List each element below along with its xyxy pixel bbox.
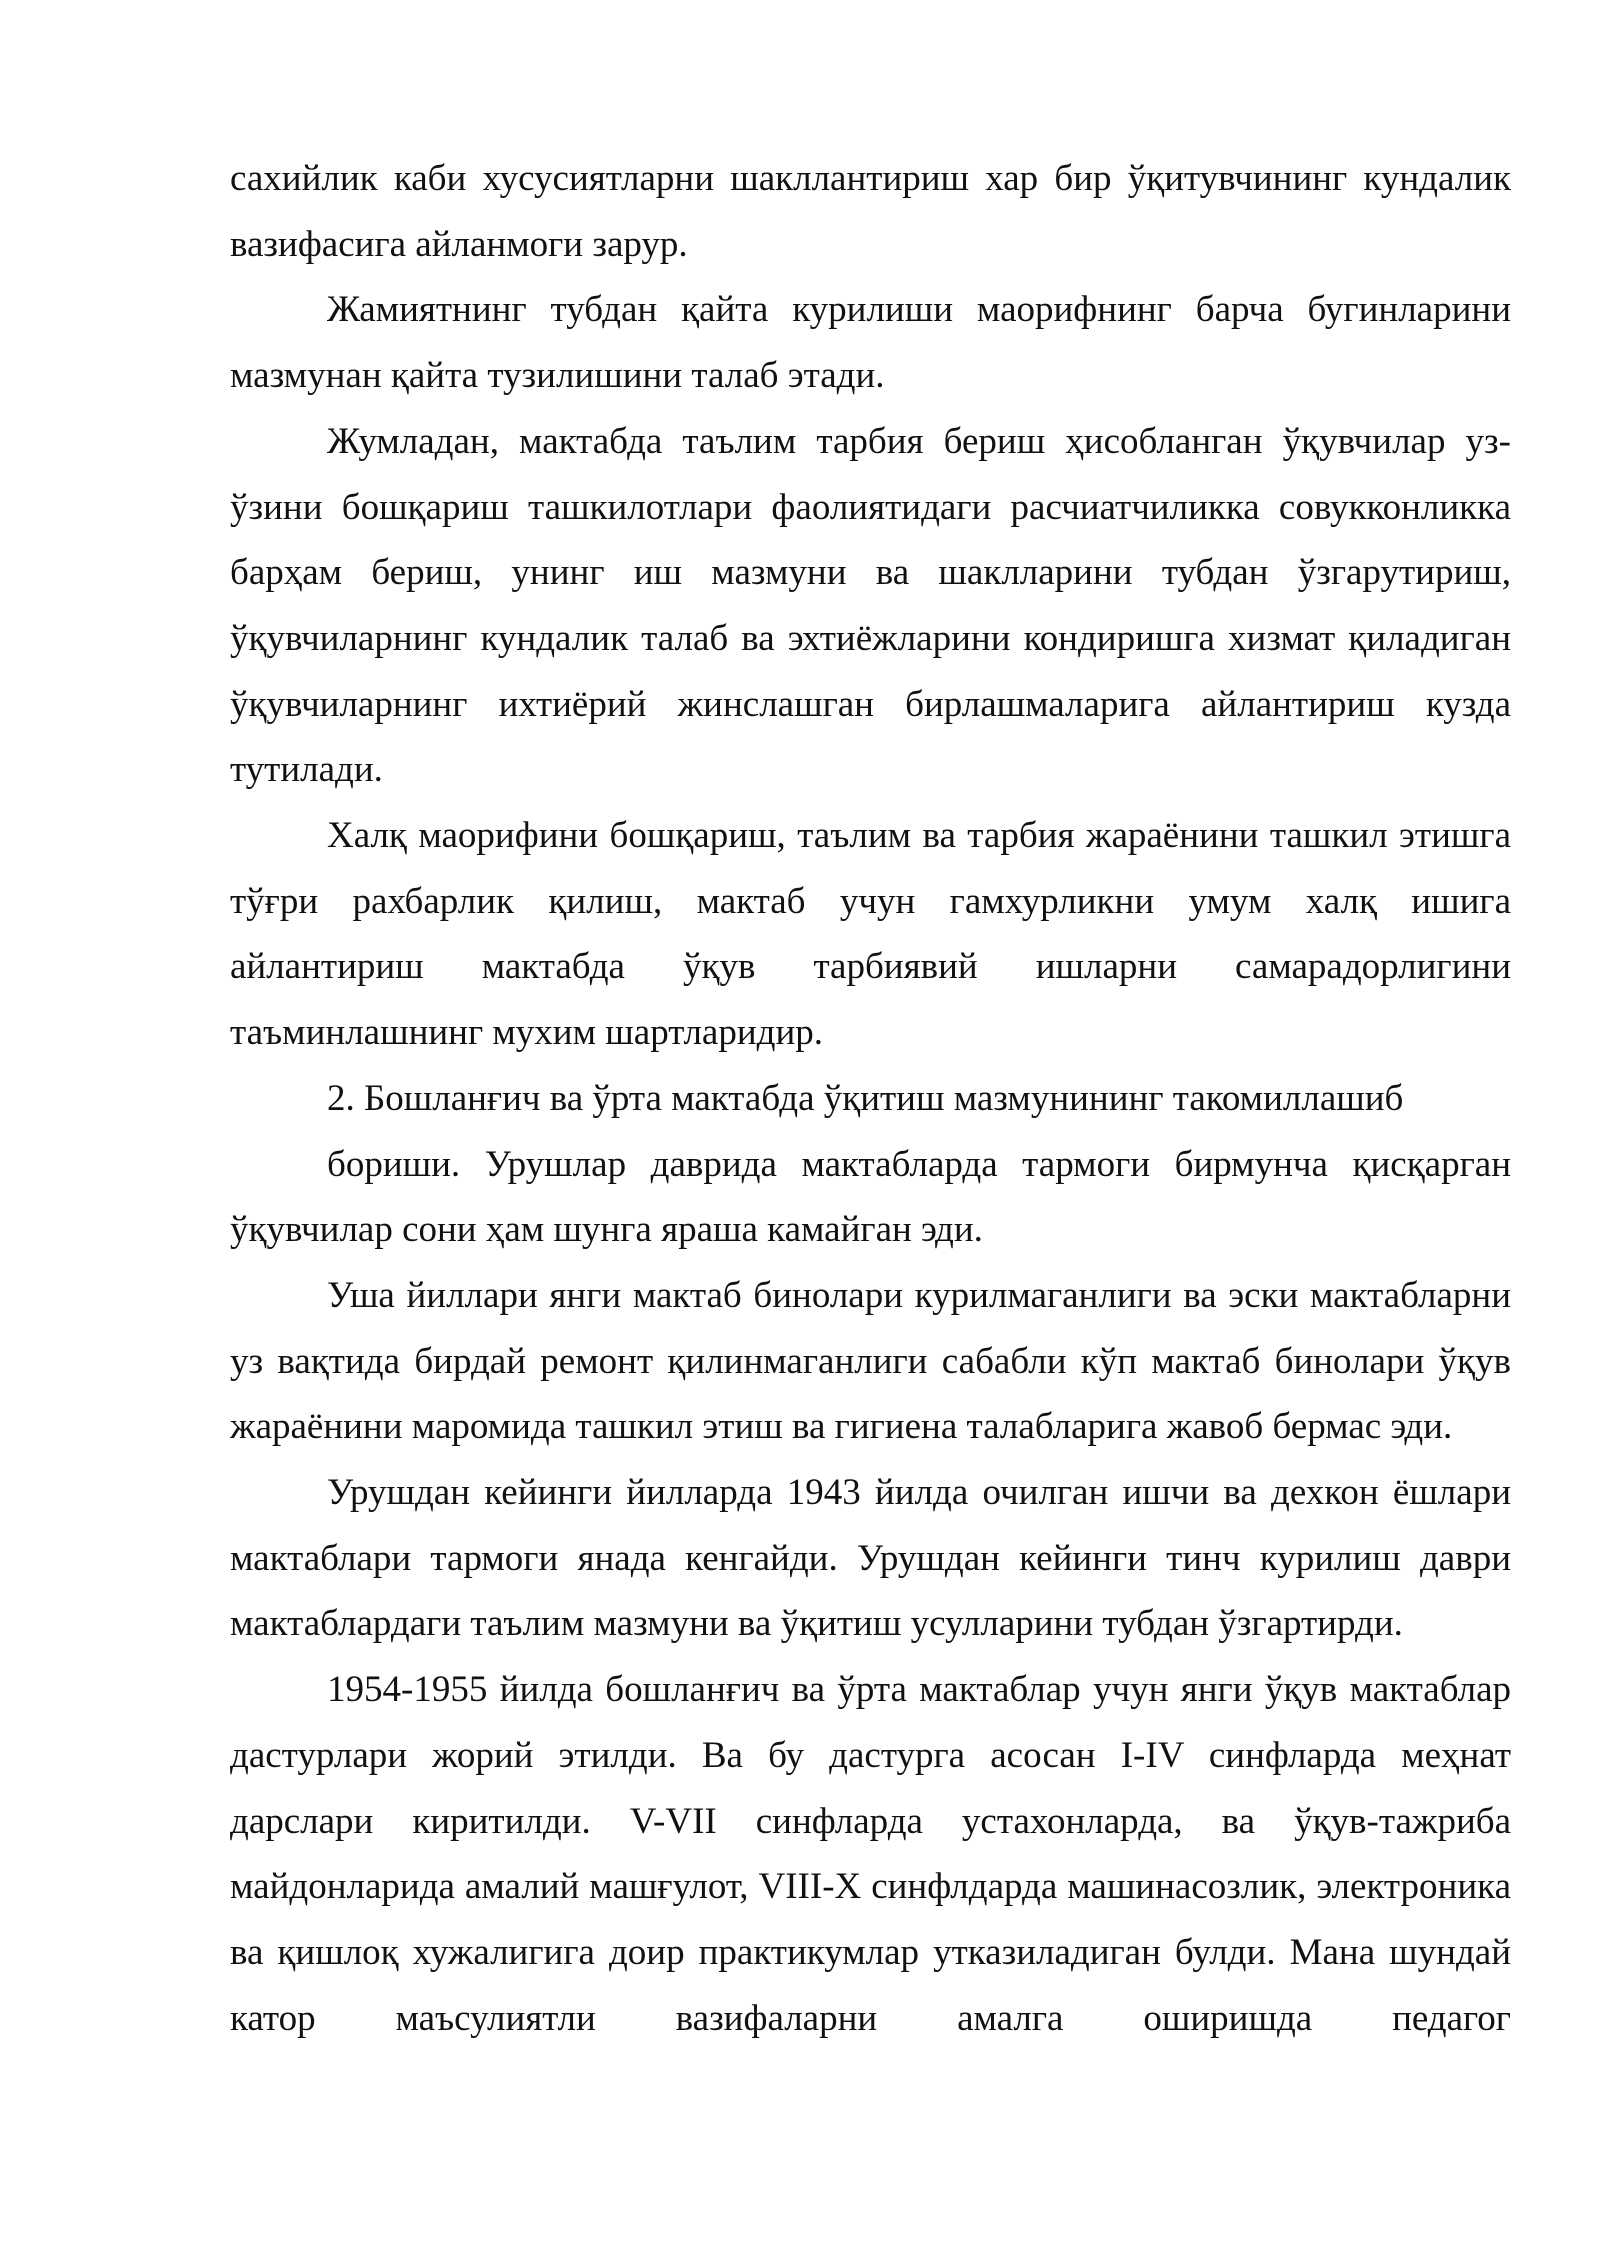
paragraph-8: 1954-1955 йилда бошланғич ва ўрта мактаблар учун янги ўқув мактаблар дастурлари жорий этилди. Ва бу дастурга асосан I-IV синфларда меҳнат дарслари киритилди. V-VII синфларда устахонларда, ва ўқув-тажриба майдонларида амалий машғулот, VIII-X синфлдарда машинасозлик, электроника ва қишлоқ хужалигига доир практикумлар утказиладиган булди. Мана шундай катор маъсулиятли вазифаларни амалга оширишда педагог [230, 1669, 1511, 2039]
paragraph-7: Урушдан кейинги йилларда 1943 йилда очилган ишчи ва дехкон ёшлари мактаблари тармоги янада кенгайди. Урушдан кейинги тинч курилиш даври мактаблардаги таълим мазмуни ва ўқитиш усулларини тубдан ўзгартирди. [230, 1472, 1511, 1645]
paragraph-3: Жумладан, мактабда таълим тарбия бериш ҳисобланган ўқувчилар уз-ўзини бошқариш ташкилотлари фаолиятидаги расчиатчиликка совукконликка барҳам бериш, унинг иш мазмуни ва шаклларини тубдан ўзгарутириш, ўқувчиларнинг кундалик талаб ва эхтиёжларини кондиришга хизмат қиладиган ўқувчиларнинг ихтиёрий жинслашган бирлашмаларига айлантириш кузда тутилади. [230, 420, 1511, 791]
paragraph-6: Уша йиллари янги мактаб бинолари курилмаганлиги ва эски мактабларни уз вақтида бирдай ремонт қилинмаганлиги сабабли кўп мактаб бинолари ўқув жараёнини маромида ташкил этиш ва гигиена талабларига жавоб бермас эди. [230, 1274, 1511, 1448]
section-heading: 2. Бошланғич ва ўрта мактабда ўқитиш мазмунининг такомиллашиб [327, 1077, 1404, 1119]
body-text [230, 146, 1511, 2051]
paragraph-1: сахийлик каби хусусиятларни шакллантириш хар бир ўқитувчининг кундалик вазифасига айланмоги зарур. [230, 158, 1511, 265]
paragraph-5: бориши. Урушлар даврида мактабларда тармоги бирмунча қисқарган ўқувчилар сони ҳам шунга яраша камайган эди. [230, 1143, 1511, 1251]
paragraph-4: Халқ маорифини бошқариш, таълим ва тарбия жараёнини ташкил этишга тўғри рахбарлик қилиш, мактаб учун гамхурликни умум халқ ишига айлантириш мактабда ўқув тарбиявий ишларни самарадорлигини таъминлашнинг мухим шартларидир. [230, 815, 1511, 1054]
paragraph-2: Жамиятнинг тубдан қайта курилиши маорифнинг барча бугинларини мазмунан қайта тузилишини талаб этади. [230, 289, 1511, 397]
